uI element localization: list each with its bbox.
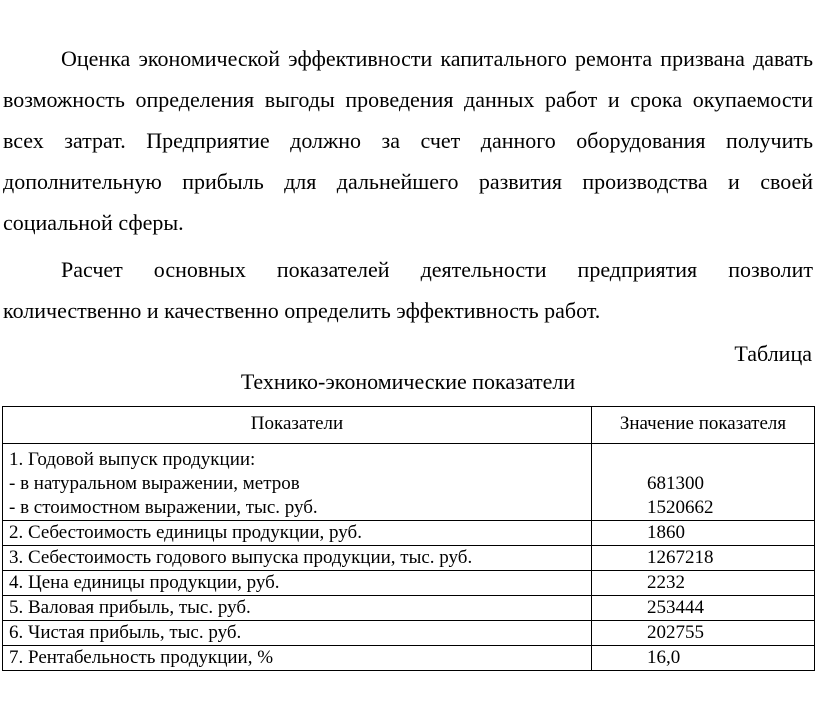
row-value: 253444 bbox=[592, 596, 815, 621]
row-value: 1860 bbox=[592, 521, 815, 546]
row-value: 202755 bbox=[592, 621, 815, 646]
indicators-table bbox=[2, 406, 815, 671]
row-name: 3. Себестоимость годового выпуска продукции, тыс. руб. bbox=[3, 546, 592, 571]
table-row bbox=[3, 646, 815, 671]
row-name: 4. Цена единицы продукции, руб. bbox=[3, 571, 592, 596]
table-row bbox=[3, 521, 815, 546]
table-label: Таблица bbox=[734, 341, 812, 366]
header-indicators: Показатели bbox=[3, 407, 592, 444]
table-row bbox=[3, 571, 815, 596]
row-value: 16,0 bbox=[592, 646, 815, 671]
paragraph-calculation: Расчет основных показателей деятельности предприятия позволит количественно и качественно определить эффективность работ. bbox=[3, 257, 813, 323]
table-row bbox=[3, 444, 815, 521]
sub-row-value: 1520662 bbox=[647, 497, 714, 518]
row-name: 1. Годовой выпуск продукции: bbox=[9, 449, 256, 470]
row-name: 5. Валовая прибыль, тыс. руб. bbox=[3, 596, 592, 621]
sub-row-name: - в натуральном выражении, метров bbox=[9, 473, 300, 494]
row-name: 2. Себестоимость единицы продукции, руб. bbox=[3, 521, 592, 546]
paragraph-efficiency: Оценка экономической эффективности капитального ремонта призвана давать возможность определения выгоды проведения данных работ и срока окупаемости всех затрат. Предприятие должно за счет данного оборудования получить дополнительную прибыль для дальнейшего развития производства и своей социальной сферы. bbox=[3, 46, 813, 235]
table-row bbox=[3, 621, 815, 646]
row-name-cell bbox=[3, 444, 592, 521]
table-title: Технико-экономические показатели bbox=[240, 369, 576, 394]
row-value-cell bbox=[592, 444, 815, 521]
table-row bbox=[3, 596, 815, 621]
table-header-row bbox=[3, 407, 815, 444]
table-row bbox=[3, 546, 815, 571]
header-value: Значение показателя bbox=[592, 407, 815, 444]
sub-row-value: 681300 bbox=[647, 473, 704, 494]
row-value-empty bbox=[647, 448, 808, 472]
row-value: 2232 bbox=[592, 571, 815, 596]
sub-row-name: - в стоимостном выражении, тыс. руб. bbox=[9, 497, 318, 518]
row-value: 1267218 bbox=[592, 546, 815, 571]
row-name: 7. Рентабельность продукции, % bbox=[3, 646, 592, 671]
row-name: 6. Чистая прибыль, тыс. руб. bbox=[3, 621, 592, 646]
